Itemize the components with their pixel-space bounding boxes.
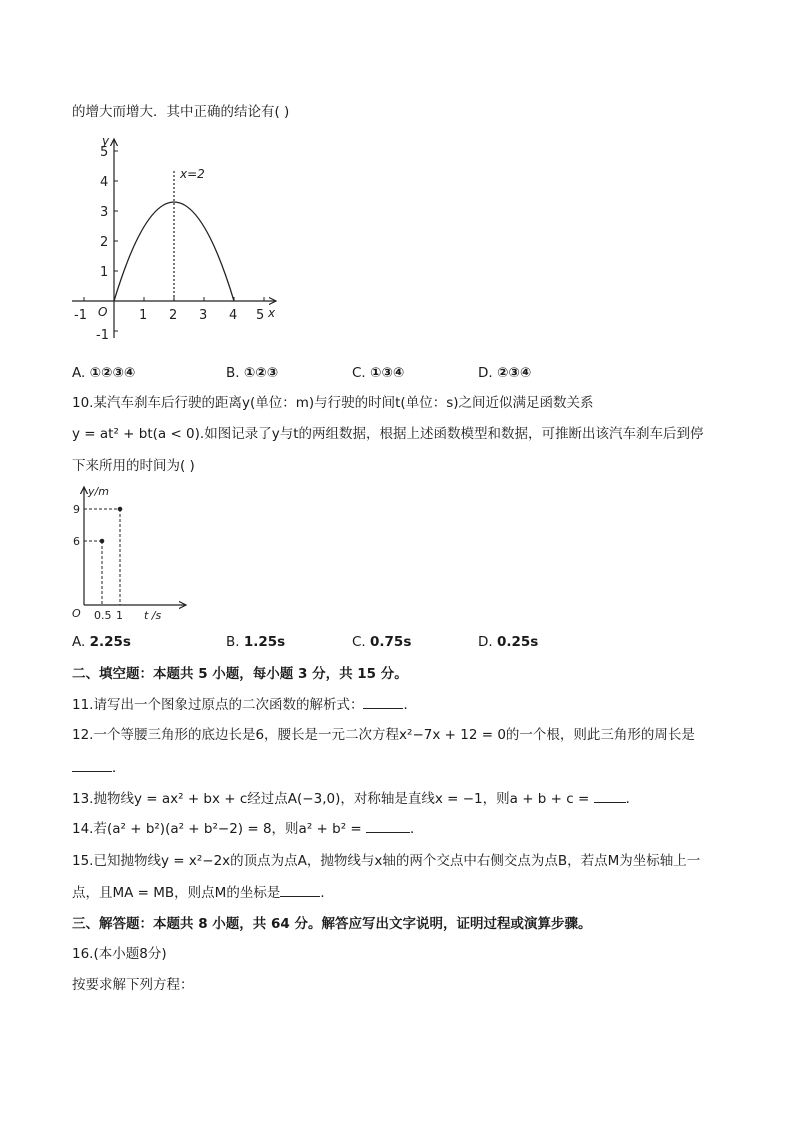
- option-text: ①②③④: [89, 365, 136, 381]
- x-tick-label: 1: [139, 308, 148, 323]
- option-letter: D.: [478, 365, 493, 381]
- x-tick-label: -1: [74, 308, 87, 323]
- option-letter: B.: [226, 634, 240, 650]
- y-tick-label: 3: [100, 205, 109, 220]
- q10-line1: 10.某汽车刹车后行驶的距离y(单位：m)与行驶的时间t(单位：s)之间近似满足函数关系: [72, 395, 594, 411]
- origin-label: O: [72, 607, 81, 620]
- x-tick-label: 0.5: [94, 609, 112, 622]
- q13-text: 13.抛物线y = ax² + bx + c经过点A(−3,0)，对称轴是直线x = −1，则a + b + c =: [72, 791, 590, 807]
- option-text: 2.25s: [89, 634, 131, 650]
- option-d[interactable]: [478, 363, 531, 383]
- y-axis-label: y: [102, 134, 110, 148]
- x-tick-label: 4: [229, 308, 238, 323]
- option-c[interactable]: [352, 632, 411, 652]
- option-text: ②③④: [496, 365, 532, 381]
- q12-line1: 12.一个等腰三角形的底边长是6，腰长是一元二次方程x²−7x + 12 = 0的一个根，则此三角形的周长是: [72, 727, 695, 743]
- x-tick-label: 1: [116, 609, 123, 622]
- option-d[interactable]: [478, 632, 538, 652]
- option-c[interactable]: [352, 363, 404, 383]
- q16-header: 16.(本小题8分): [72, 946, 167, 962]
- answer-blank[interactable]: [366, 818, 410, 833]
- option-a[interactable]: [72, 363, 135, 383]
- q10-line3: 下来所用的时间为( ): [72, 458, 195, 474]
- intro-line: 的增大而增大．其中正确的结论有( ): [72, 104, 290, 120]
- q11: 11.请写出一个图象过原点的二次函数的解析式： ．: [72, 694, 417, 715]
- y-axis-label: y/m: [88, 485, 109, 498]
- option-text: 1.25s: [243, 634, 286, 650]
- section-heading-solve: 三、解答题：本题共 8 小题，共 64 分。解答应写出文字说明，证明过程或演算步骤。: [72, 916, 592, 932]
- parabola-graph: [68, 133, 288, 348]
- option-letter: A.: [72, 634, 86, 650]
- y-tick-label: 5: [100, 145, 109, 160]
- y-tick-label: 2: [100, 235, 109, 250]
- y-tick-label: 9: [73, 503, 80, 516]
- option-a[interactable]: [72, 632, 131, 652]
- answer-blank[interactable]: [280, 882, 320, 897]
- q15-text: 点，且MA = MB，则点M的坐标是: [72, 885, 281, 901]
- answer-blank[interactable]: [594, 788, 626, 803]
- answer-blank[interactable]: [363, 694, 403, 709]
- option-letter: C.: [352, 634, 366, 650]
- x-tick-label: 5: [256, 308, 265, 323]
- q15-line1: 15.已知抛物线y = x²−2x的顶点为点A，抛物线与x轴的两个交点中右侧交点为点B，若点M为坐标轴上一: [72, 853, 701, 869]
- t-axis-label: t /s: [144, 609, 162, 622]
- q14-text: 14.若(a² + b²)(a² + b²−2) = 8，则a² + b² =: [72, 821, 362, 837]
- x-tick-label: 3: [199, 308, 208, 323]
- y-tick-label: -1: [96, 328, 109, 343]
- y-tick-label: 1: [100, 265, 109, 280]
- option-letter: A.: [72, 365, 86, 381]
- q16-prompt: 按要求解下列方程：: [72, 977, 194, 993]
- option-text: 0.75s: [370, 634, 412, 650]
- data-point: [100, 539, 105, 544]
- y-tick-label: 4: [100, 175, 109, 190]
- x-axis-label: x: [268, 306, 276, 320]
- option-b[interactable]: [226, 363, 278, 383]
- option-b[interactable]: [226, 632, 285, 652]
- data-point: [118, 507, 123, 512]
- q14: 14.若(a² + b²)(a² + b²−2) = 8，则a² + b² = ．: [72, 818, 424, 839]
- y-tick-label: 6: [73, 535, 80, 548]
- q10-line2: y = at² + bt(a < 0).如图记录了y与t的两组数据，根据上述函数模型和数据，可推断出该汽车刹车后到停: [72, 426, 704, 442]
- q15-line2: 点，且MA = MB，则点M的坐标是 ．: [72, 882, 334, 903]
- q12-line2: ．: [72, 757, 126, 778]
- option-letter: B.: [226, 365, 240, 381]
- origin-label: O: [98, 305, 108, 319]
- distance-time-graph: [70, 483, 190, 628]
- option-letter: D.: [478, 634, 493, 650]
- option-text: ①②③: [243, 365, 279, 381]
- option-text: 0.25s: [496, 634, 539, 650]
- option-letter: C.: [352, 365, 366, 381]
- x-tick-label: 2: [169, 308, 178, 323]
- option-text: ①③④: [370, 365, 405, 381]
- answer-blank[interactable]: [72, 757, 112, 772]
- q13: 13.抛物线y = ax² + bx + c经过点A(−3,0)，对称轴是直线x = −1，则a + b + c = ．: [72, 788, 639, 809]
- q11-text: 11.请写出一个图象过原点的二次函数的解析式：: [72, 697, 364, 713]
- section-heading-fill-in: 二、填空题：本题共 5 小题，每小题 3 分，共 15 分。: [72, 666, 408, 682]
- symmetry-label: x=2: [180, 167, 205, 181]
